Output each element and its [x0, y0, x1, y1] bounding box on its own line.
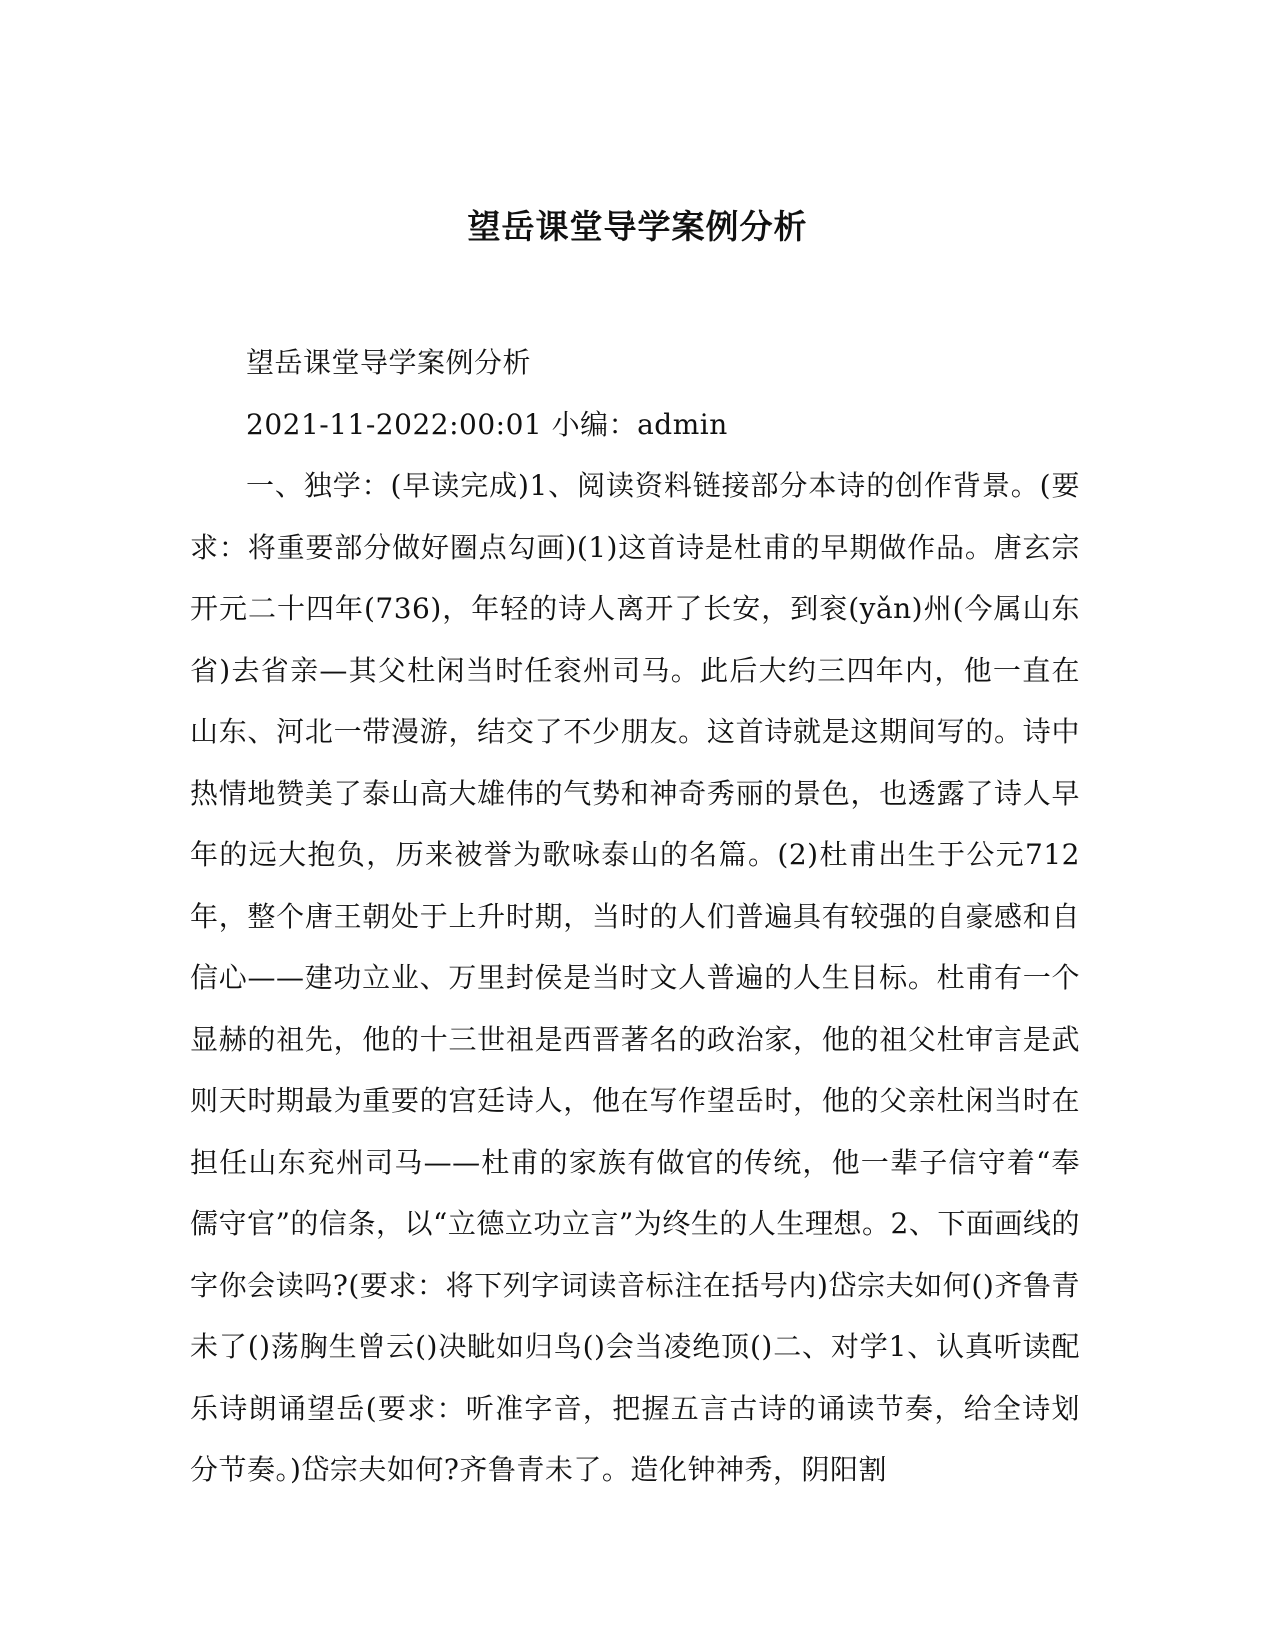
body-paragraph: 一、独学：(早读完成)1、阅读资料链接部分本诗的创作背景。(要求：将重要部分做好圈点勾画)(1)这首诗是杜甫的早期做作品。唐玄宗开元二十四年(736)，年轻的诗人离开了长安，到衮(yǎn)州(今属山东省)去省亲—其父杜闲当时任衮州司马。此后大约三四年内，他一直在山东、河北一带漫游，结交了不少朋友。这首诗就是这期间写的。诗中热情地赞美了泰山高大雄伟的气势和神奇秀丽的景色，也透露了诗人早年的远大抱负，历来被誉为歌咏泰山的名篇。(2)杜甫出生于公元712年，整个唐王朝处于上升时期，当时的人们普遍具有较强的自豪感和自信心——建功立业、万里封侯是当时文人普遍的人生目标。杜甫有一个显赫的祖先，他的十三世祖是西晋著名的政治家，他的祖父杜审言是武则天时期最为重要的宫廷诗人，他在写作望岳时，他的父亲杜闲当时在担任山东兖州司马——杜甫的家族有做官的传统，他一辈子信守着“奉儒守官”的信条，以“立德立功立言”为终生的人生理想。2、下面画线的字你会读吗?(要求：将下列字词读音标注在括号内)岱宗夫如何()齐鲁青未了()荡胸生曾云()决眦如归鸟()会当凌绝顶()二、对学1、认真听读配乐诗朗诵望岳(要求：听准字音，把握五言古诗的诵读节奏，给全诗划分节奏。)岱宗夫如何?齐鲁青未了。造化钟神秀，阴阳割 [190, 469, 1080, 1486]
document-body [190, 332, 1080, 1501]
document-meta: 2021-11-2022:00:01 小编：admin [246, 407, 728, 441]
document-title: 望岳课堂导学案例分析 [467, 207, 808, 246]
document-subtitle: 望岳课堂导学案例分析 [246, 346, 532, 379]
